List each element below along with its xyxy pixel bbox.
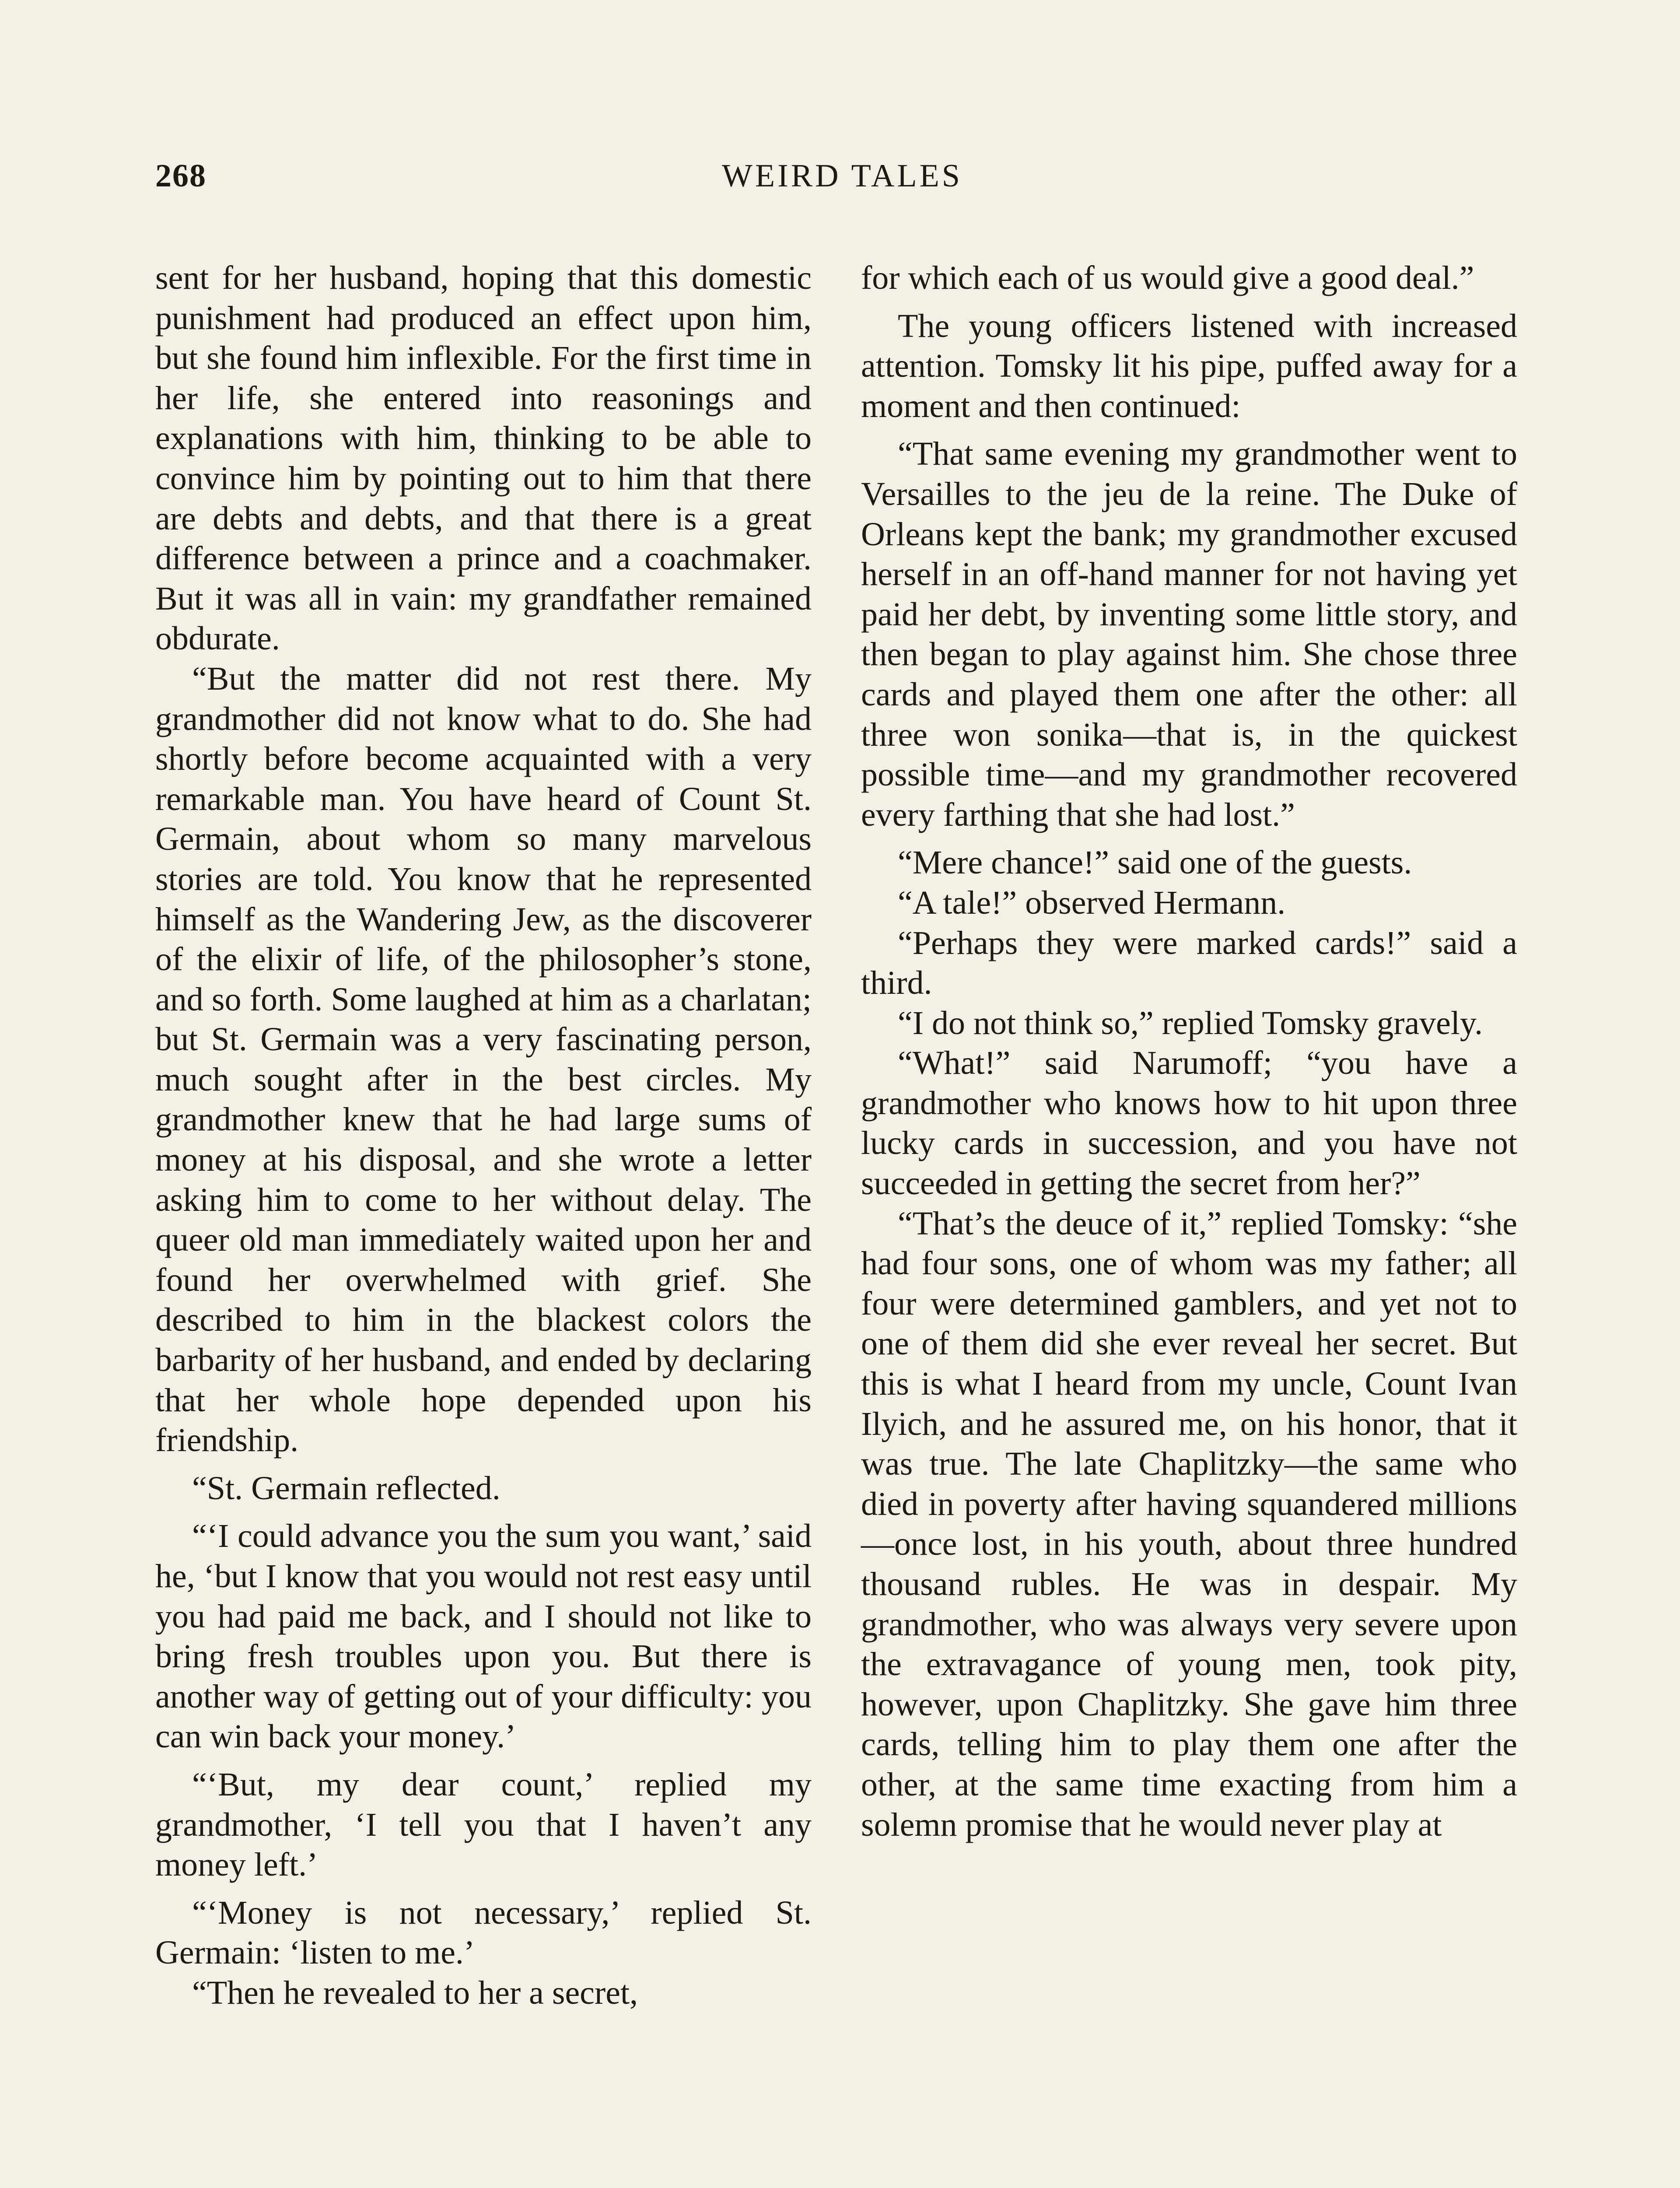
- paragraph: sent for her husband, hoping that this domestic punishment had produced an effect upon him, but she found him inflexible. For the first time in her life, she entered into reasonings and explanations with him, thinking to be able to convince him by pointing out to him that there are debts and debts, and that there is a great difference between a prince and a coachmaker. But it was all in vain: my grandfather remained obdurate.: [155, 259, 812, 657]
- paragraph: “‘I could advance you the sum you want,’ said he, ‘but I know that you would not rest easy until you had paid me back, and I should not like to bring fresh troubles upon you. But there is another way of getting out of your difficulty: you can win back your money.’: [155, 1518, 812, 1755]
- paragraph: “I do not think so,” replied Tomsky gravely.: [898, 1004, 1483, 1041]
- page-number: 268: [155, 158, 206, 194]
- left-column: [155, 258, 812, 2013]
- paragraph: “But the matter did not rest there. My grandmother did not know what to do. She had shortly before become acquainted with a very remarkable man. You have heard of Count St. Germain, about whom so many marvelous stories are told. You know that he represented himself as the Wandering Jew, as the discoverer of the elixir of life, of the philosopher’s stone, and so forth. Some laughed at him as a charlatan; but St. Germain was a very fascinating person, much sought after in the best circles. My grandmother knew that he had large sums of money at his disposal, and she wrote a letter asking him to come to her without delay. The queer old man immediately waited upon her and found her overwhelmed with grief. She described to him in the blackest colors the barbarity of her husband, and ended by declaring that her whole hope depended upon his friendship.: [155, 660, 812, 1459]
- right-column: [861, 258, 1517, 1845]
- paragraph: “‘But, my dear count,’ replied my grandmother, ‘I tell you that I haven’t any money left.’: [155, 1766, 812, 1883]
- page-header: [155, 158, 1529, 206]
- paragraph: “That same evening my grandmother went to Versailles to the jeu de la reine. The Duke of Orleans kept the bank; my grandmother excused herself in an off-hand manner for not having yet paid her debt, by inventing some little story, and then began to play against him. She chose three cards and played them one after the other: all three won sonika—that is, in the quickest possible time—and my grandmother recovered every farthing that she had lost.”: [861, 435, 1517, 833]
- paragraph: The young officers listened with increased attention. Tomsky lit his pipe, puffed away for a moment and then continued:: [861, 307, 1517, 424]
- paragraph: “Mere chance!” said one of the guests.: [898, 844, 1412, 881]
- paragraph: “Perhaps they were marked cards!” said a third.: [861, 924, 1517, 1002]
- paragraph: “‘Money is not necessary,’ replied St. Germain: ‘listen to me.’: [155, 1894, 812, 1971]
- paragraph: “Then he revealed to her a secret,: [192, 1974, 638, 2011]
- paragraph: “St. Germain reflected.: [192, 1469, 500, 1507]
- paragraph: “That’s the deuce of it,” replied Tomsky: “she had four sons, one of whom was my father; all four were determined gamblers, and yet not to one of them did she ever reveal her secret. But this is what I heard from my uncle, Count Ivan Ilyich, and he assured me, on his honor, that it was true. The late Chaplitzky—the same who died in poverty after having squandered millions—once lost, in his youth, about three hundred thousand rubles. He was in despair. My grandmother, who was always very severe upon the extravagance of young men, took pity, however, upon Chaplitzky. She gave him three cards, telling him to play them one after the other, at the same time exacting from him a solemn promise that he would never play at: [861, 1205, 1517, 1843]
- paragraph: “A tale!” observed Hermann.: [898, 884, 1286, 921]
- paragraph: “What!” said Narumoff; “you have a grandmother who knows how to hit upon three lucky cards in succession, and you have not succeeded in getting the secret from her?”: [861, 1045, 1517, 1202]
- running-title: WEIRD TALES: [722, 158, 962, 194]
- paragraph: for which each of us would give a good deal.”: [861, 259, 1474, 296]
